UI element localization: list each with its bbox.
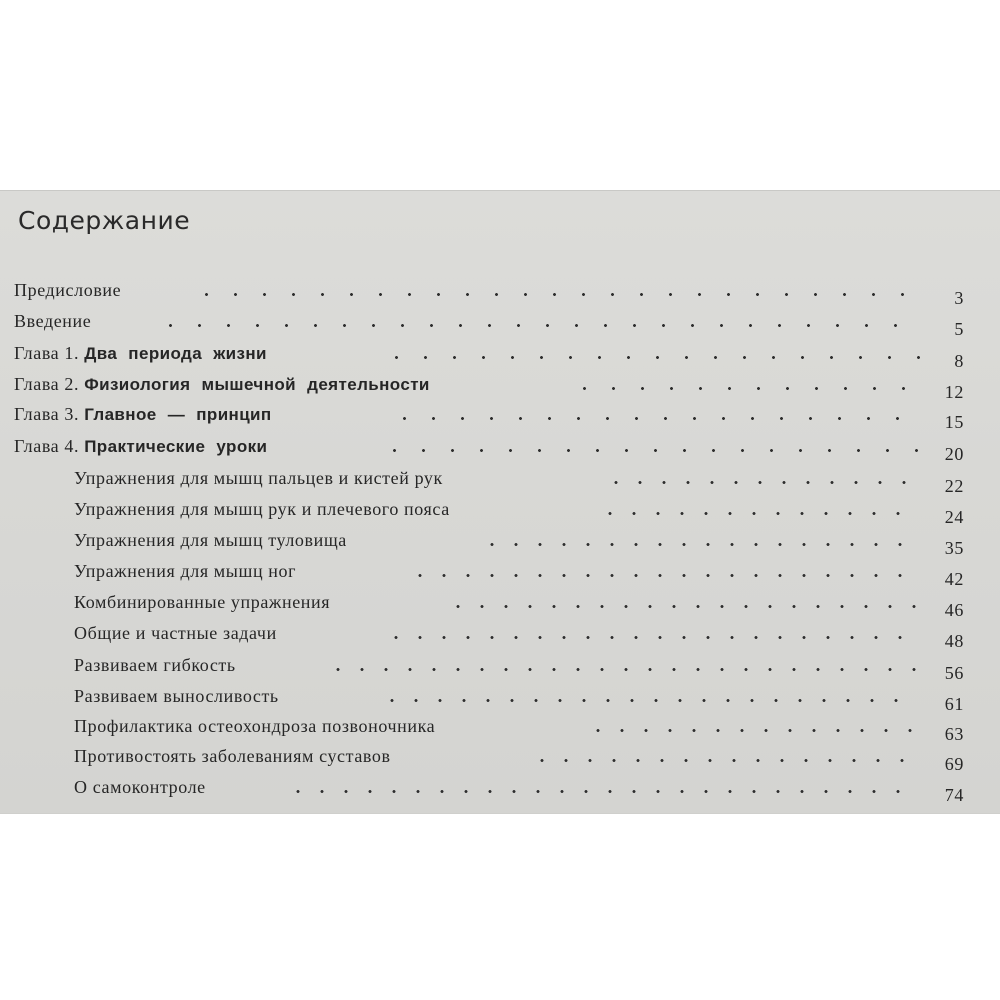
toc-entry-chapter-2	[14, 369, 964, 402]
toc-page-number: 15	[944, 412, 964, 432]
toc-entry-combined	[74, 587, 964, 620]
dot-leader	[384, 636, 914, 639]
dot-leader	[530, 759, 914, 762]
toc-page-number: 46	[944, 600, 964, 620]
toc-entry-arms-shoulders	[74, 494, 964, 527]
dot-leader	[382, 356, 922, 359]
dot-leader	[380, 699, 914, 702]
toc-entry-label: Упражнения для мышц пальцев и кистей рук	[74, 468, 443, 488]
dot-leader	[326, 668, 916, 671]
toc-page-number: 74	[944, 785, 964, 805]
toc-page-number: 24	[944, 507, 964, 527]
toc-entry-label: Профилактика остеохондроза позвоночника	[74, 716, 436, 736]
toc-entry-label: Противостоять заболеваниям суставов	[74, 746, 391, 766]
toc-page-number: 42	[944, 569, 964, 589]
toc-page-number: 48	[944, 631, 964, 651]
dot-leader	[156, 324, 916, 327]
toc-chapter-prefix: Глава 3.	[14, 404, 80, 424]
dot-leader	[192, 293, 914, 296]
toc-page-number: 61	[944, 694, 964, 714]
toc-entry-label: Развиваем выносливость	[74, 686, 279, 706]
toc-entry-osteochondrosis	[74, 711, 964, 744]
toc-chapter-prefix: Глава 1.	[14, 343, 80, 363]
toc-page-number: 3	[954, 288, 964, 308]
toc-page-number: 35	[944, 538, 964, 558]
toc-chapter-title: Практические уроки	[84, 437, 268, 456]
toc-entry-chapter-4	[14, 431, 964, 464]
toc-chapter-title: Физиология мышечной деятельности	[84, 375, 430, 394]
dot-leader	[286, 790, 914, 793]
toc-entry-label: Введение	[14, 311, 92, 331]
dot-leader	[598, 512, 914, 515]
toc-page-number: 22	[944, 476, 964, 496]
dot-leader	[380, 449, 920, 452]
toc-chapter-prefix: Глава 4.	[14, 436, 80, 456]
dot-leader	[480, 543, 916, 546]
toc-entry-label: Развиваем гибкость	[74, 655, 236, 675]
toc-chapter-prefix: Глава 2.	[14, 374, 80, 394]
dot-leader	[390, 417, 920, 420]
toc-page-number: 56	[944, 663, 964, 683]
toc-page-number: 8	[954, 351, 964, 371]
toc-entry-label: Предисловие	[14, 280, 122, 300]
toc-entry-chapter-1	[14, 338, 964, 371]
toc-entry-flexibility	[74, 650, 964, 683]
toc-entry-endurance	[74, 681, 964, 714]
toc-entry-introduction	[14, 306, 964, 339]
toc-entry-label: Общие и частные задачи	[74, 623, 277, 643]
toc-entry-label: Упражнения для мышц ног	[74, 561, 297, 581]
dot-leader	[570, 387, 922, 390]
page-title: Содержание	[18, 206, 191, 235]
dot-leader	[408, 574, 914, 577]
toc-page-number: 69	[944, 754, 964, 774]
toc-chapter-title: Два периода жизни	[84, 344, 267, 363]
toc-page-number: 12	[944, 382, 964, 402]
toc-page-number: 5	[954, 319, 964, 339]
toc-entry-label: Комбинированные упражнения	[74, 592, 331, 612]
toc-entry-label: Упражнения для мышц туловища	[74, 530, 347, 550]
toc-chapter-title: Главное — принцип	[84, 405, 272, 424]
toc-entry-tasks	[74, 618, 964, 651]
toc-page-number: 63	[944, 724, 964, 744]
toc-entry-fingers-hands	[74, 463, 964, 496]
toc-entry-label: Упражнения для мышц рук и плечевого пояса	[74, 499, 450, 519]
toc-entry-torso	[74, 525, 964, 558]
toc-entry-joints	[74, 741, 964, 774]
toc-page-number: 20	[944, 444, 964, 464]
toc-entry-label: О самоконтроле	[74, 777, 206, 797]
dot-leader	[604, 481, 914, 484]
dot-leader	[446, 605, 916, 608]
toc-entry-chapter-3	[14, 399, 964, 432]
dot-leader	[586, 729, 914, 732]
toc-entry-legs	[74, 556, 964, 589]
toc-entry-preface	[14, 275, 964, 308]
toc-entry-self-control	[74, 772, 964, 805]
